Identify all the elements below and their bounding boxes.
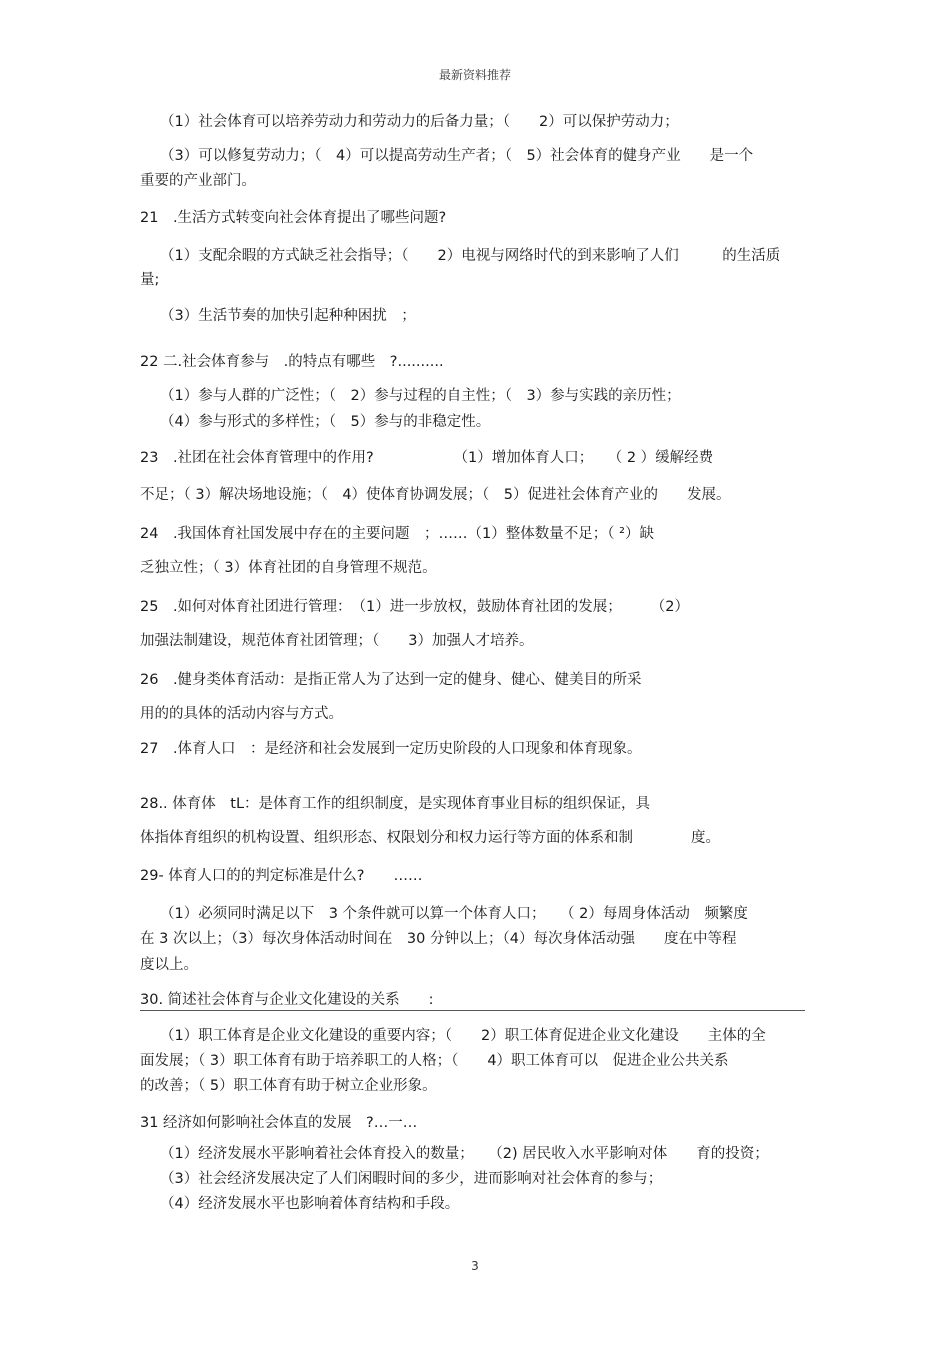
text-line: 的改善；（ 5）职工体育有助于树立企业形象。 — [140, 1078, 437, 1094]
text-line: （1）支配余暇的方式缺乏社会指导；（ 2）电视与网络时代的到来影响了人们 的生活质 — [160, 248, 781, 264]
text-line: （1）必须同时满足以下 3 个条件就可以算一个体育人口； （ 2）每周身体活动 频繁度 — [160, 906, 748, 922]
question-29: 29- 体育人口的的判定标准是什么? …… — [140, 868, 423, 884]
text-line: 用的的具体的活动内容与方式。 — [140, 706, 343, 722]
text-line: 面发展；（ 3）职工体育有助于培养职工的人格；（ 4）职工体育可以 促进企业公共关系 — [140, 1053, 729, 1069]
text-line: （3）生活节奏的加快引起种种困扰 ； — [160, 308, 416, 324]
text-line: （4）经济发展水平也影响着体育结构和手段。 — [160, 1196, 460, 1212]
text-line: （3）社会经济发展决定了人们闲暇时间的多少，进而影响对社会体育的参与； — [160, 1171, 663, 1187]
question-22: 22 二.社会体育参与 .的特点有哪些 ?.......... — [140, 354, 444, 370]
text-line: （4）参与形式的多样性；（ 5）参与的非稳定性。 — [160, 414, 491, 430]
text-line: （1）经济发展水平影响着社会体育投入的数量； （2) 居民收入水平影响对体 育的投资； — [160, 1146, 769, 1162]
text-line: 度以上。 — [140, 957, 198, 973]
question-23: 23 .社团在社会体育管理中的作用? （1）增加体育人口； （ 2 ）缓解经费 — [140, 450, 714, 466]
text-line: 乏独立性；（ 3）体育社团的自身管理不规范。 — [140, 560, 437, 576]
text-line: 重要的产业部门。 — [140, 173, 256, 189]
divider — [140, 1010, 805, 1011]
page-number: 3 — [471, 1259, 479, 1273]
question-27: 27 .体育人口 ：是经济和社会发展到一定历史阶段的人口现象和体育现象。 — [140, 741, 642, 757]
question-25: 25 .如何对体育社团进行管理： （1）进一步放权，鼓励体育社团的发展； （2） — [140, 599, 690, 615]
text-line: 体指体育组织的机构设置、组织形态、权限划分和权力运行等方面的体系和制 度。 — [140, 830, 720, 846]
page-header: 最新资料推荐 — [438, 68, 511, 82]
text-line: （3）可以修复劳动力；（ 4）可以提高劳动生产者；（ 5）社会体育的健身产业 是一个 — [160, 148, 754, 164]
text-line: 加强法制建设，规范体育社团管理；（ 3）加强人才培养。 — [140, 633, 534, 649]
question-30: 30. 简述社会体育与企业文化建设的关系 : — [140, 992, 434, 1008]
text-line: （1）社会体育可以培养劳动力和劳动力的后备力量；（ 2）可以保护劳动力； — [160, 114, 679, 130]
question-26: 26 .健身类体育活动：是指正常人为了达到一定的健身、健心、健美目的所采 — [140, 672, 642, 688]
question-24: 24 .我国体育社国发展中存在的主要问题 ；……（1）整体数量不足；（ ²）缺 — [140, 526, 654, 542]
text-line: 在 3 次以上；（3）每次身体活动时间在 30 分钟以上；（4）每次身体活动强 度在中等程 — [140, 931, 737, 947]
text-line: 量; — [140, 272, 160, 288]
question-21: 21 .生活方式转变向社会体育提出了哪些问题? — [140, 210, 447, 226]
question-28: 28.. 体育体 tL：是体育工作的组织制度，是实现体育事业目标的组织保证，具 — [140, 796, 651, 812]
text-line: （1）参与人群的广泛性；（ 2）参与过程的自主性；（ 3）参与实践的亲历性； — [160, 388, 681, 404]
text-line: （1）职工体育是企业文化建设的重要内容；（ 2）职工体育促进企业文化建设 主体的全 — [160, 1028, 766, 1044]
question-31: 31 经济如何影响社会体直的发展 ?…一… — [140, 1115, 418, 1131]
text-line: 不足；（ 3）解决场地设施；（ 4）使体育协调发展；（ 5）促进社会体育产业的 发展。 — [140, 487, 731, 503]
